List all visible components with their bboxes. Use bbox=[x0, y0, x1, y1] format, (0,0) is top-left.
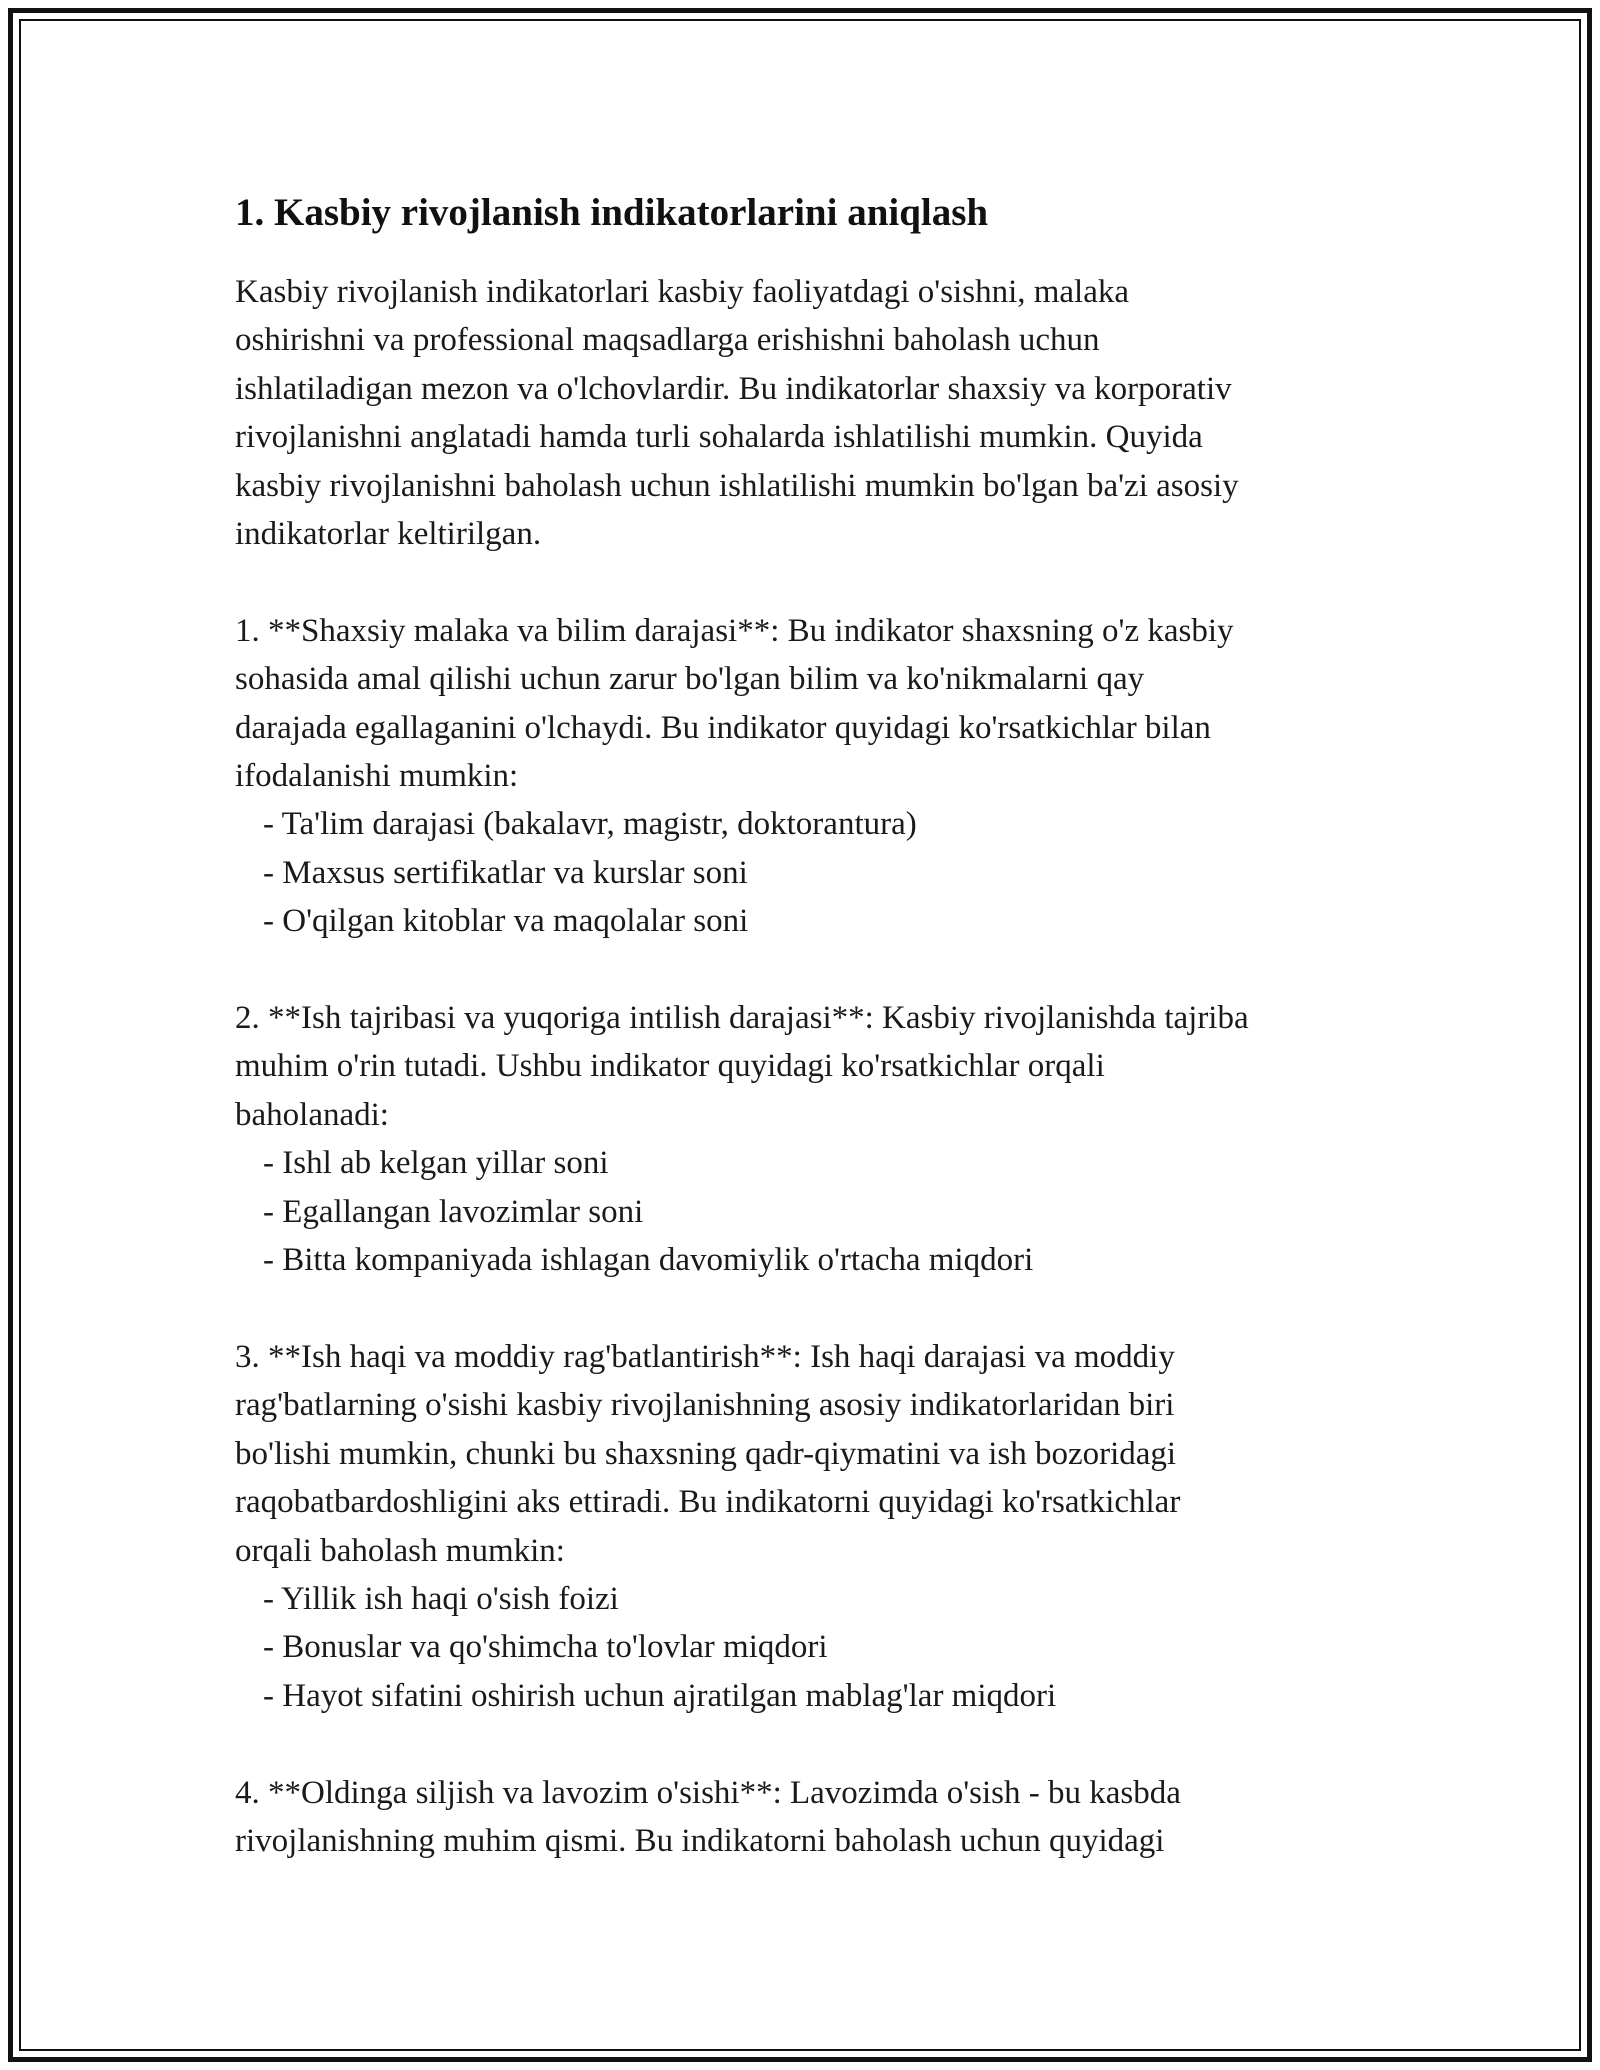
intro-paragraph bbox=[235, 268, 1395, 558]
paragraph-gap bbox=[235, 558, 1395, 606]
section-line: bo'lishi mumkin, chunki bu shaxsning qadr-qiymatini va ish bozoridagi bbox=[235, 1435, 1177, 1472]
intro-line: Kasbiy rivojlanish indikatorlari kasbiy faoliyatdagi o'sishni, malaka bbox=[235, 274, 1130, 310]
intro-line: kasbiy rivojlanishni baholash uchun ishlatilishi mumkin bo'lgan ba'zi asosiy bbox=[235, 467, 1239, 504]
bullet-item: - Hayot sifatini oshirish uchun ajratilgan mablag'lar miqdori bbox=[263, 1677, 1057, 1714]
section-line: 1. **Shaxsiy malaka va bilim darajasi**: Bu indikator shaxsning o'z kasbiy bbox=[235, 612, 1234, 649]
section-line: darajada egallaganini o'lchaydi. Bu indikator quyidagi ko'rsatkichlar bilan bbox=[235, 709, 1211, 746]
section-line: baholanadi: bbox=[235, 1096, 389, 1133]
section-line: raqobatbardoshligini aks ettiradi. Bu indikatorni quyidagi ko'rsatkichlar bbox=[235, 1484, 1181, 1521]
section-line: sohasida amal qilishi uchun zarur bo'lgan bilim va ko'nikmalarni qay bbox=[235, 661, 1145, 698]
section-line: rag'batlarning o'sishi kasbiy rivojlanishning asosiy indikatorlaridan biri bbox=[235, 1387, 1175, 1424]
intro-line: rivojlanishni anglatadi hamda turli sohalarda ishlatilishi mumkin. Quyida bbox=[235, 419, 1203, 456]
paragraph-gap bbox=[235, 1720, 1395, 1768]
section-line: orqali baholash mumkin: bbox=[235, 1532, 565, 1569]
indicator-section-1 bbox=[235, 607, 1395, 946]
paragraph-gap bbox=[235, 1285, 1395, 1333]
indicator-section-4 bbox=[235, 1769, 1395, 1866]
bullet-item: - Bonuslar va qo'shimcha to'lovlar miqdori bbox=[263, 1629, 828, 1666]
bullet-item: - Bitta kompaniyada ishlagan davomiylik o'rtacha miqdori bbox=[263, 1242, 1034, 1279]
bullet-item: - Ta'lim darajasi (bakalavr, magistr, doktorantura) bbox=[263, 806, 917, 843]
indicator-section-2 bbox=[235, 994, 1395, 1284]
section-line: rivojlanishning muhim qismi. Bu indikatorni baholash uchun quyidagi bbox=[235, 1822, 1165, 1859]
indicator-section-3 bbox=[235, 1333, 1395, 1720]
section-line: ifodalanishi mumkin: bbox=[235, 758, 519, 795]
section-heading: 1. Kasbiy rivojlanish indikatorlarini aniqlash bbox=[235, 191, 989, 234]
section-line: 2. **Ish tajribasi va yuqoriga intilish darajasi**: Kasbiy rivojlanishda tajriba bbox=[235, 1000, 1249, 1037]
section-line: 3. **Ish haqi va moddiy rag'batlantirish**: Ish haqi darajasi va moddiy bbox=[235, 1338, 1175, 1375]
intro-line: oshirishni va professional maqsadlarga erishishni baholash uchun bbox=[235, 322, 1100, 359]
section-line: 4. **Oldinga siljish va lavozim o'sishi**: Lavozimda o'sish - bu kasbda bbox=[235, 1774, 1181, 1811]
document-body bbox=[235, 183, 1395, 1865]
bullet-item: - Ishl ab kelgan yillar soni bbox=[263, 1145, 609, 1182]
paragraph-gap bbox=[235, 946, 1395, 994]
bullet-item: - O'qilgan kitoblar va maqolalar soni bbox=[263, 903, 749, 940]
intro-line: ishlatiladigan mezon va o'lchovlardir. Bu indikatorlar shaxsiy va korporativ bbox=[235, 370, 1232, 407]
bullet-item: - Yillik ish haqi o'sish foizi bbox=[263, 1580, 619, 1617]
intro-line: indikatorlar keltirilgan. bbox=[235, 516, 542, 553]
bullet-item: - Egallangan lavozimlar soni bbox=[263, 1193, 644, 1230]
bullet-item: - Maxsus sertifikatlar va kurslar soni bbox=[263, 854, 748, 891]
section-line: muhim o'rin tutadi. Ushbu indikator quyidagi ko'rsatkichlar orqali bbox=[235, 1048, 1105, 1085]
